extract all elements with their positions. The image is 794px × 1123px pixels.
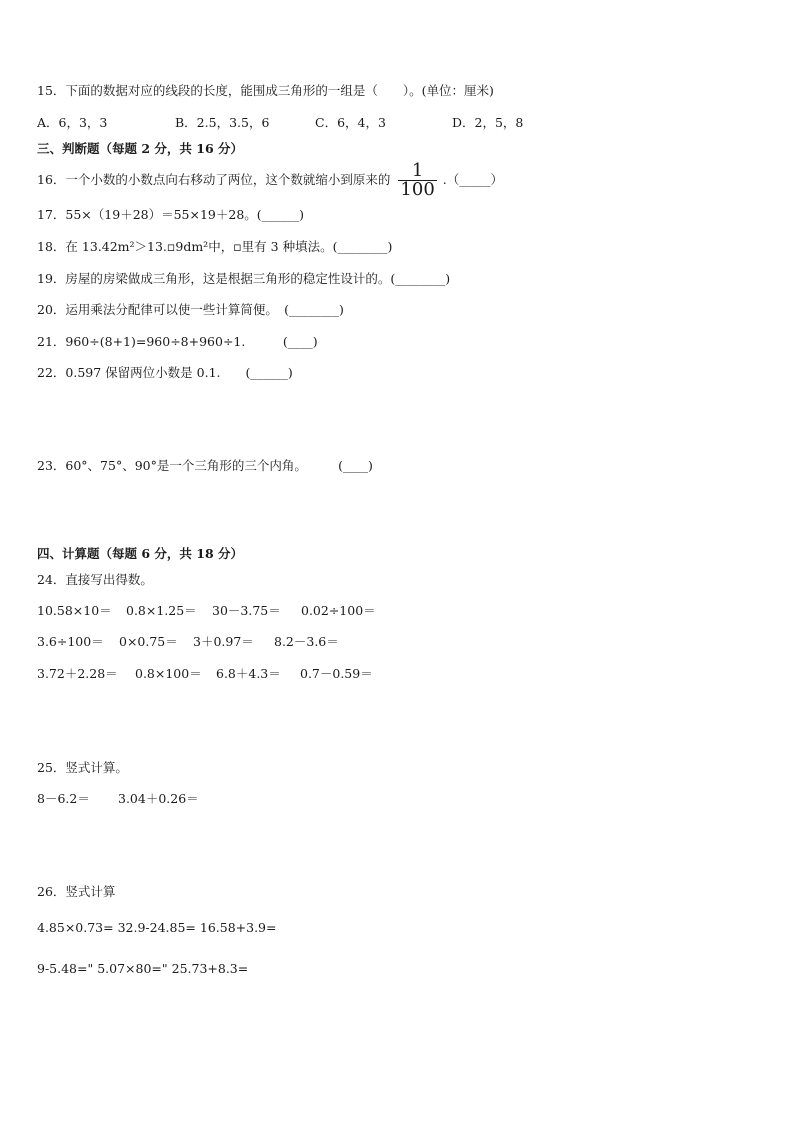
q25-item: 3.04＋0.26＝ bbox=[118, 791, 199, 806]
question-22: 22．0.597 保留两位小数是 0.1. (______) bbox=[37, 365, 293, 380]
q24-item: 6.8＋4.3＝ bbox=[216, 666, 281, 681]
q24-item: 0.8×100＝ bbox=[135, 666, 202, 681]
fraction-denominator: 100 bbox=[400, 179, 435, 200]
option-d: D．2，5，8 bbox=[452, 115, 524, 130]
q24-item: 3＋0.97＝ bbox=[193, 634, 254, 649]
q24-item: 0.7－0.59＝ bbox=[300, 666, 373, 681]
section-4-title: 四、计算题（每题 6 分，共 18 分） bbox=[37, 546, 244, 561]
q24-item: 10.58×10＝ bbox=[37, 603, 112, 618]
q24-item: 30－3.75＝ bbox=[212, 603, 281, 618]
q24-item: 3.72＋2.28＝ bbox=[37, 666, 118, 681]
question-16-text: 16．一个小数的小数点向右移动了两位，这个数就缩小到原来的 bbox=[37, 172, 391, 187]
question-18: 18．在 13.42m²＞13.▫9dm²中，▫里有 3 种填法。(________) bbox=[37, 239, 393, 254]
question-26: 26．竖式计算 bbox=[37, 884, 116, 899]
q24-item: 0.02÷100＝ bbox=[301, 603, 376, 618]
q24-row-2 bbox=[37, 633, 339, 651]
question-23: 23．60°、75°、90°是一个三角形的三个内角。 (____) bbox=[37, 458, 373, 473]
section-3-title: 三、判断题（每题 2 分，共 16 分） bbox=[37, 141, 244, 156]
q24-row-1 bbox=[37, 602, 376, 620]
question-20: 20．运用乘法分配律可以使一些计算简便。 (________) bbox=[37, 302, 344, 317]
question-17: 17．55×（19＋28）＝55×19＋28。(______) bbox=[37, 207, 305, 222]
fraction bbox=[398, 162, 436, 199]
q25-item: 8－6.2＝ bbox=[37, 791, 90, 806]
q26-line-2: 9-5.48=" 5.07×80=" 25.73+8.3= bbox=[37, 961, 249, 976]
fraction-numerator: 1 bbox=[398, 162, 436, 181]
question-15-options bbox=[37, 114, 523, 132]
q24-row-3 bbox=[37, 665, 373, 683]
q24-item: 3.6÷100＝ bbox=[37, 634, 104, 649]
q24-item: 8.2－3.6＝ bbox=[274, 634, 339, 649]
question-25: 25．竖式计算。 bbox=[37, 760, 128, 775]
question-19: 19．房屋的房梁做成三角形，这是根据三角形的稳定性设计的。(________) bbox=[37, 271, 451, 286]
question-16-tail: .（_____） bbox=[442, 172, 504, 187]
question-24: 24．直接写出得数。 bbox=[37, 572, 153, 587]
option-a: A．6，3，3 bbox=[37, 115, 108, 130]
q24-item: 0.8×1.25＝ bbox=[126, 603, 197, 618]
question-15: 15．下面的数据对应的线段的长度，能围成三角形的一组是（ ）。(单位：厘米) bbox=[37, 83, 494, 98]
question-16 bbox=[37, 160, 503, 200]
q25-row-1 bbox=[37, 790, 199, 808]
option-c: C．6，4，3 bbox=[315, 115, 386, 130]
option-b: B．2.5，3.5，6 bbox=[175, 115, 270, 130]
q24-item: 0×0.75＝ bbox=[119, 634, 178, 649]
q26-line-1: 4.85×0.73= 32.9-24.85= 16.58+3.9= bbox=[37, 920, 277, 935]
question-21: 21．960÷(8+1)=960÷8+960÷1. (____) bbox=[37, 334, 318, 349]
